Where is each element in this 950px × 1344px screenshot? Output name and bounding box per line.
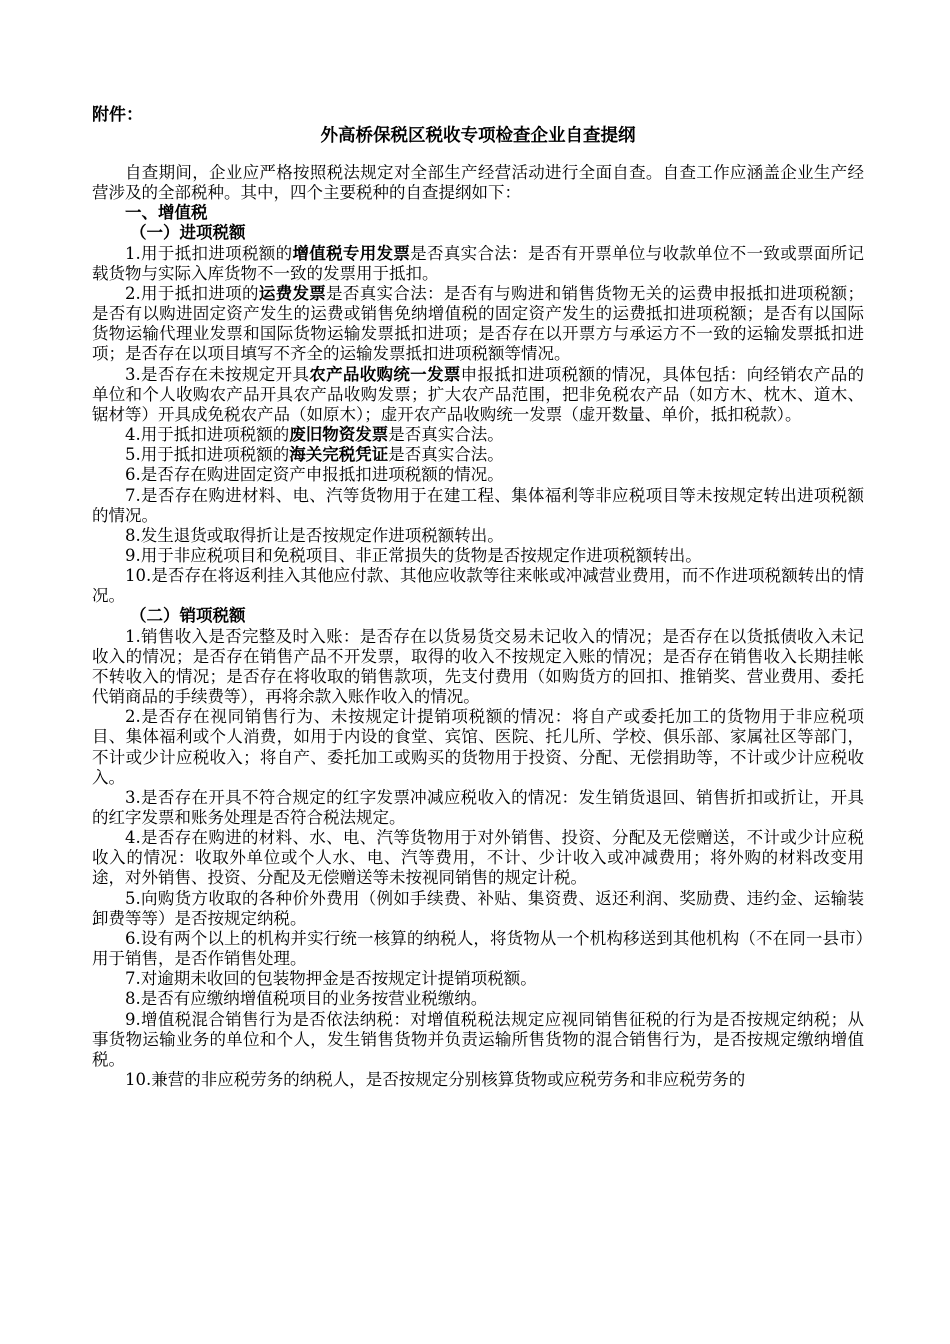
document-title: 外高桥保税区税收专项检查企业自查提纲 <box>320 126 636 146</box>
list-item: 8.发生退货或取得折让是否按规定作进项税额转出。 <box>125 525 504 545</box>
list-item: 3.是否存在开具不符合规定的红字发票冲减应税收入的情况：发生销货退回、销售折扣或折让，开具的红字发票和账务处理是否符合税法规定。 <box>92 787 864 827</box>
subsection-heading-input-tax: （一）进项税额 <box>129 223 246 243</box>
intro-paragraph: 自查期间，企业应严格按照税法规定对全部生产经营活动进行全面自查。自查工作应涵盖企业生产经营涉及的全部税种。其中，四个主要税种的自查提纲如下： <box>92 163 864 203</box>
input-tax-list <box>92 244 864 607</box>
list-item: 1.销售收入是否完整及时入账：是否存在以货易货交易未记收入的情况；是否存在以货抵债收入未记收入的情况；是否存在销售产品不开发票，取得的收入不按规定入账的情况；是否存在销售收入长期挂帐不转收入的情况；是否存在将收取的销售款项，先支付费用（如购货方的回扣、推销奖、营业费用、委托代销商品的手续费等），再将余款入账作收入的情况。 <box>92 626 864 707</box>
list-item: 5.向购货方收取的各种价外费用（例如手续费、补贴、集资费、返还利润、奖励费、违约金、运输装卸费等等）是否按规定纳税。 <box>92 888 864 928</box>
list-item: 9.用于非应税项目和免税项目、非正常损失的货物是否按规定作进项税额转出。 <box>125 545 702 565</box>
list-item: 5.用于抵扣进项税额的海关完税凭证是否真实合法。 <box>125 445 504 465</box>
list-item: 1.用于抵扣进项税额的增值税专用发票是否真实合法：是否有开票单位与收款单位不一致或票面所记载货物与实际入库货物不一致的发票用于抵扣。 <box>92 243 865 283</box>
list-item: 10.是否存在将返利挂入其他应付款、其他应收款等往来帐或冲减营业费用，而不作进项税额转出的情况。 <box>92 566 864 606</box>
list-item: 7.是否存在购进材料、电、汽等货物用于在建工程、集体福利等非应税项目等未按规定转出进项税额的情况。 <box>92 485 864 525</box>
document-body <box>92 163 864 1090</box>
list-item: 9.增值税混合销售行为是否依法纳税：对增值税税法规定应视同销售征税的行为是否按规定纳税；从事货物运输业务的单位和个人，发生销售货物并负责运输所售货物的混合销售行为，是否按规定缴纳增值税。 <box>92 1009 864 1069</box>
list-item: 4.是否存在购进的材料、水、电、汽等货物用于对外销售、投资、分配及无偿赠送，不计或少计应税收入的情况：收取外单位或个人水、电、汽等费用，不计、少计收入或冲减费用；将外购的材料改变用途，对外销售、投资、分配及无偿赠送等未按视同销售的规定计税。 <box>92 828 864 888</box>
section-heading-vat: 一、增值税 <box>125 203 208 223</box>
list-item: 10.兼营的非应税劳务的纳税人，是否按规定分别核算货物或应税劳务和非应税劳务的 <box>125 1070 746 1090</box>
list-item: 7.对逾期未收回的包装物押金是否按规定计提销项税额。 <box>125 969 537 989</box>
subsection-heading-output-tax: （二）销项税额 <box>129 606 246 626</box>
list-item: 3.是否存在未按规定开具农产品收购统一发票申报抵扣进项税额的情况，具体包括：向经销农产品的单位和个人收购农产品开具农产品收购发票；扩大农产品范围，把非免税农产品（如方木、枕木、道木、锯材等）开具成免税农产品（如原木）；虚开农产品收购统一发票（虚开数量、单价，抵扣税款）。 <box>92 364 865 424</box>
list-item: 4.用于抵扣进项税额的废旧物资发票是否真实合法。 <box>125 425 504 445</box>
attachment-label: 附件： <box>92 105 143 125</box>
output-tax-list <box>92 627 864 1091</box>
list-item: 6.是否存在购进固定资产申报抵扣进项税额的情况。 <box>125 465 504 485</box>
list-item: 8.是否有应缴纳增值税项目的业务按营业税缴纳。 <box>125 989 488 1009</box>
list-item: 2.是否存在视同销售行为、未按规定计提销项税额的情况：将自产或委托加工的货物用于非应税项目、集体福利或个人消费，如用于内设的食堂、宾馆、医院、托儿所、学校、俱乐部、家属社区等部门，不计或少计应税收入；将自产、委托加工或购买的货物用于投资、分配、无偿捐助等，不计或少计应税收入。 <box>92 707 864 787</box>
list-item: 6.设有两个以上的机构并实行统一核算的纳税人，将货物从一个机构移送到其他机构（不在同一县市）用于销售，是否作销售处理。 <box>92 928 864 969</box>
list-item: 2.用于抵扣进项的运费发票是否真实合法：是否有与购进和销售货物无关的运费申报抵扣进项税额；是否有以购进固定资产发生的运费或销售免纳增值税的固定资产发生的运费抵扣进项税额；是否有以国际货物运输代理业发票和国际货物运输发票抵扣进项；是否存在以开票方与承运方不一致的运输发票抵扣进项；是否存在以项目填写不齐全的运输发票抵扣进项税额等情况。 <box>92 283 865 364</box>
